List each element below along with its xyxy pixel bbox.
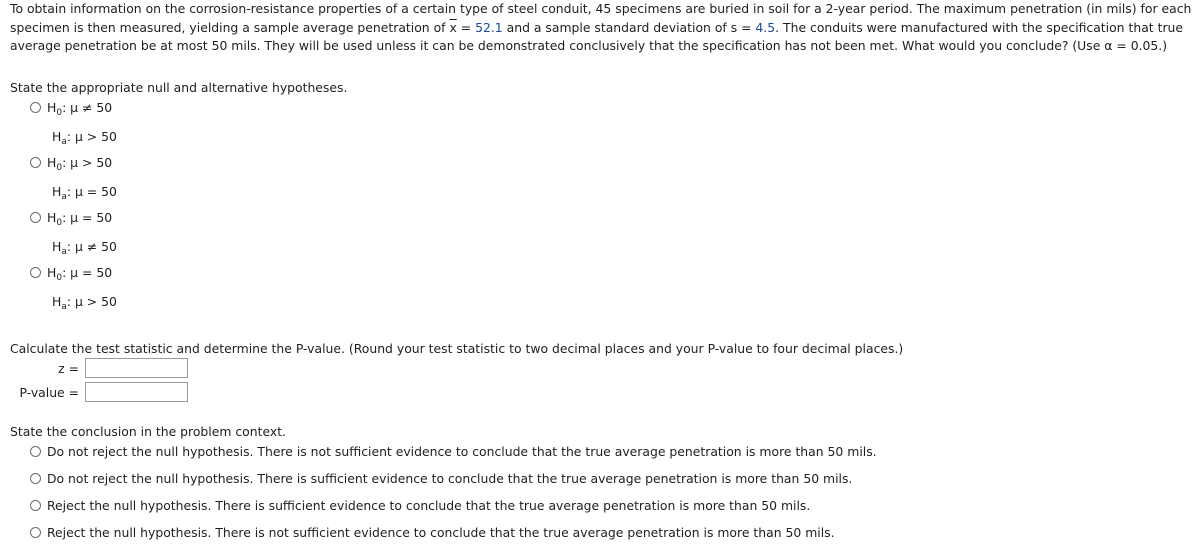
alpha-text: α = 0.05.) (1104, 38, 1168, 53)
problem-text-3: . The conduits were manufactured with the specification that true average penetration be at most 50 mils. They will be used unless it can be demonstrated conclusively that the specification has not been met. What would you conclude? (Use (10, 19, 1184, 53)
z-label: z = (58, 361, 79, 376)
conclusion-option-3[interactable]: Reject the null hypothesis. There is sufficient evidence to conclude that the true average penetration is more than 50 mils. (30, 498, 810, 514)
hypothesis-option-4[interactable] (30, 265, 117, 315)
hypothesis-option-3[interactable] (30, 210, 117, 260)
radio-button[interactable] (30, 212, 41, 223)
conclusion-option-1[interactable]: Do not reject the null hypothesis. There is not sufficient evidence to conclude that the true average penetration is more than 50 mils. (30, 444, 877, 460)
problem-text-2: and a sample standard deviation of s = (502, 19, 756, 35)
radio-button[interactable] (30, 446, 41, 457)
radio-button[interactable] (30, 157, 41, 168)
alt-hypothesis: $H_a$: μ ≠ 50 (52, 239, 117, 257)
alt-hypothesis: $H_a$: μ > 50 (52, 294, 117, 312)
null-hypothesis: $H_0$: μ = 50 (47, 210, 113, 228)
hypothesis-option-2[interactable] (30, 155, 117, 205)
null-hypothesis: $H_0$: μ > 50 (47, 155, 113, 173)
conclusion-option-2[interactable]: Do not reject the null hypothesis. There is sufficient evidence to conclude that the true average penetration is more than 50 mils. (30, 471, 852, 487)
radio-button[interactable] (30, 102, 41, 113)
xbar-symbol: $\overline{x}$ (449, 19, 457, 35)
null-hypothesis: $H_0$: μ ≠ 50 (47, 100, 113, 118)
hypotheses-prompt: State the appropriate null and alternative hypotheses. (10, 80, 348, 95)
conclusion-option-4[interactable]: Reject the null hypothesis. There is not sufficient evidence to conclude that the true average penetration is more than 50 mils. (30, 525, 835, 541)
conclusion-prompt: State the conclusion in the problem context. (10, 424, 286, 439)
radio-button[interactable] (30, 527, 41, 538)
p-value-label: P-value = (19, 385, 79, 400)
radio-button[interactable] (30, 267, 41, 278)
z-input[interactable] (85, 358, 188, 378)
s-value: 4.5 (755, 19, 776, 35)
hypothesis-option-1[interactable] (30, 100, 117, 150)
xbar-value: 52.1 (475, 19, 503, 35)
p-value-input[interactable] (85, 382, 188, 402)
problem-text-1: To obtain information on the corrosion-resistance properties of a certain type of steel conduit, 45 specimens are buried in soil for a 2-year period. The maximum penetration (in mils) for each specimen is then measured, yielding a sample average penetration of (10, 1, 1192, 35)
problem-statement (10, 0, 1196, 56)
radio-button[interactable] (30, 500, 41, 511)
alt-hypothesis: $H_a$: μ = 50 (52, 184, 117, 202)
radio-button[interactable] (30, 473, 41, 484)
alt-hypothesis: $H_a$: μ > 50 (52, 129, 117, 147)
calculation-prompt: Calculate the test statistic and determine the P-value. (Round your test statistic to two decimal places and your P-value to four decimal places.) (10, 341, 904, 356)
null-hypothesis: $H_0$: μ = 50 (47, 265, 113, 283)
equals-sign: = (456, 19, 476, 35)
